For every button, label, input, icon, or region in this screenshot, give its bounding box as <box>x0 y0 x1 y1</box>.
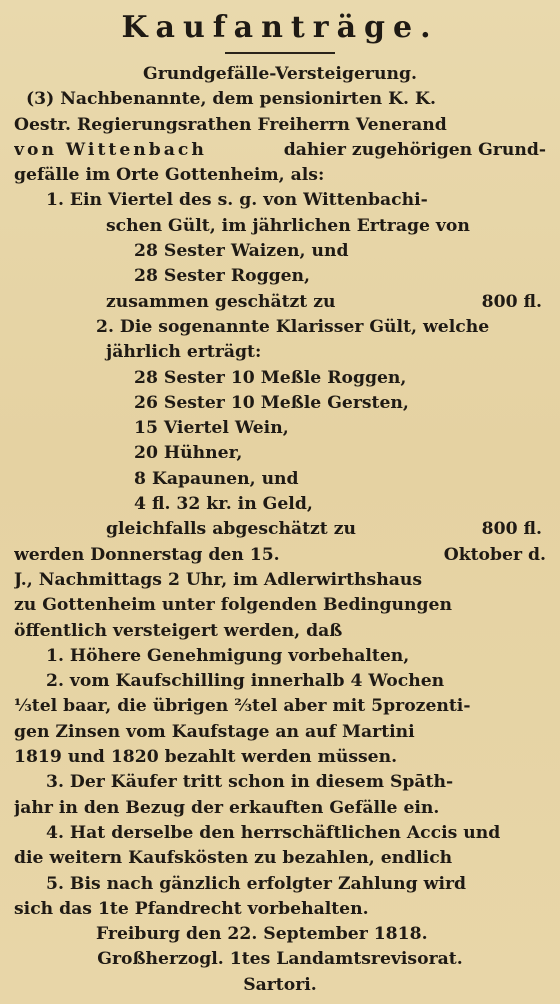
bleed-through-strip <box>0 990 560 1004</box>
text-segment: von Wittenbach <box>14 139 207 160</box>
text-line: schen Gült, im jährlichen Ertrage von <box>106 215 470 236</box>
list-item: 5. Bis nach gänzlich erfolgter Zahlung wird <box>46 873 467 894</box>
text-line: 26 Sester 10 Meßle Gersten, <box>134 392 409 413</box>
text-line: 15 Viertel Wein, <box>134 418 289 439</box>
text-line: (3) Nachbenannte, dem pensionirten K. K. <box>26 89 436 110</box>
text-line: jahr in den Bezug der erkauften Gefälle ein. <box>14 797 440 818</box>
text-line: gefälle im Orte Gottenheim, als: <box>14 165 325 186</box>
text-line: 28 Sester Waizen, und <box>134 241 349 262</box>
list-item: 1. Höhere Genehmigung vorbehalten, <box>46 645 410 666</box>
text-line: 4 fl. 32 kr. in Geld, <box>134 494 313 515</box>
text-line: zu Gottenheim unter folgenden Bedingungen <box>14 595 452 616</box>
text-line: öffentlich versteigert werden, daß <box>14 620 343 641</box>
list-item: 2. Die sogenannte Klarisser Gült, welche <box>96 316 490 337</box>
text-line: die weitern Kaufskösten zu bezahlen, endlich <box>14 848 453 869</box>
price-value: 800 fl. <box>481 291 542 312</box>
text-line: 8 Kapaunen, und <box>134 468 299 489</box>
text-segment: Oktober d. <box>443 544 546 565</box>
text-segment: werden Donnerstag den 15. <box>14 544 280 565</box>
text-line <box>14 138 546 163</box>
text-line: jährlich erträgt: <box>106 342 262 363</box>
text-line <box>14 543 546 568</box>
price-value: 800 fl. <box>481 519 542 540</box>
text-line: 28 Sester 10 Meßle Roggen, <box>134 367 407 388</box>
text-segment: zusammen geschätzt zu <box>106 291 336 312</box>
price-line <box>14 290 546 315</box>
list-item: 2. vom Kaufschilling innerhalb 4 Wochen <box>46 671 445 692</box>
text-line: sich das 1te Pfandrecht vorbehalten. <box>14 898 369 919</box>
text-line: 1819 und 1820 bezahlt werden müssen. <box>14 747 398 768</box>
issuing-office: Großherzogl. 1tes Landamtsrevisorat. <box>97 949 463 970</box>
text-line: 28 Sester Roggen, <box>134 266 311 287</box>
dateline: Freiburg den 22. September 1818. <box>96 924 428 945</box>
section-heading: Kaufanträge. <box>121 10 439 45</box>
text-line: Oestr. Regierungsrathen Freiherrn Venerand <box>14 114 447 135</box>
heading-divider <box>225 52 335 54</box>
text-line: J., Nachmittags 2 Uhr, im Adlerwirthshaus <box>14 569 423 590</box>
list-item: 3. Der Käufer tritt schon in diesem Spāth- <box>46 772 454 793</box>
text-line: 20 Hühner, <box>134 443 243 464</box>
text-segment: dahier zugehörigen Grund- <box>283 139 546 160</box>
list-item: 1. Ein Viertel des s. g. von Wittenbachi- <box>46 190 428 211</box>
notice-title: Grundgefälle-Versteigerung. <box>143 64 417 84</box>
text-line: gen Zinsen vom Kaufstage an auf Martini <box>14 721 415 742</box>
signature-name: Sartori. <box>243 974 317 995</box>
text-segment: gleichfalls abgeschätzt zu <box>106 519 356 540</box>
list-item: 4. Hat derselbe den herrschäftlichen Accis und <box>46 822 501 843</box>
price-line <box>14 517 546 542</box>
bleed-through-text <box>0 990 560 1004</box>
text-line: ⅓tel baar, die übrigen ⅔tel aber mit 5prozenti- <box>14 696 471 717</box>
